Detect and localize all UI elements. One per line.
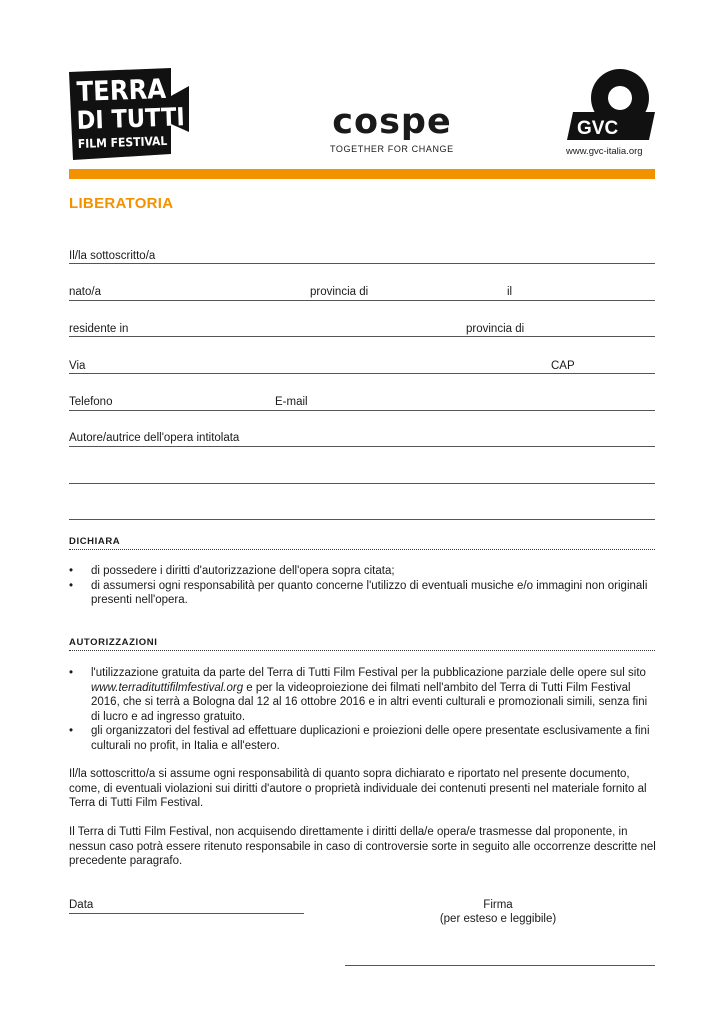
dichiara-divider (69, 549, 655, 550)
logo-line3: FILM FESTIVAL (77, 133, 168, 151)
festival-website: www.terradituttifilmfestival.org (91, 681, 244, 694)
autore-label: Autore/autrice dell'opera intitolata (69, 432, 240, 444)
provincia-residenza-label: provincia di (466, 323, 525, 335)
sottoscritto-label: Il/la sottoscritto/a (69, 250, 156, 262)
firma-field[interactable] (345, 965, 655, 966)
autorizzazioni-list (69, 666, 659, 753)
titolo-field-3[interactable] (69, 519, 655, 520)
residente-label: residente in (69, 323, 129, 335)
sottoscritto-field[interactable] (69, 263, 655, 264)
cospe-tagline: TOGETHER FOR CHANGE (330, 144, 454, 154)
cap-label: CAP (551, 360, 575, 372)
titolo-field-2[interactable] (69, 483, 655, 484)
list-item (69, 666, 659, 724)
gvc-logo (565, 68, 657, 158)
data-nascita-label: il (507, 286, 513, 298)
autorizzazioni-divider (69, 650, 655, 651)
autorizzazioni-heading: AUTORIZZAZIONI (69, 637, 158, 648)
cospe-wordmark: cospe (332, 102, 452, 142)
firma-note: (per esteso e leggibile) (439, 913, 557, 925)
list-item: • di possedere i diritti d'autorizzazione dell'opera sopra citata; (69, 564, 659, 579)
via-label: Via (69, 360, 86, 372)
gvc-url: www.gvc-italia.org (566, 146, 643, 157)
via-field[interactable] (69, 373, 655, 374)
auth-item1-before: l'utilizzazione gratuita da parte del Terra di Tutti Film Festival per la pubblicazione parziale delle opere sul sito (91, 667, 646, 679)
auth-item1-after: e per la videoproiezione dei filmati nell'ambito del Terra di Tutti Film Festival 2016, che si terrà a Bologna dal 12 al 16 ottobre 2016 e in altri eventi culturali e promozionali simili, senza fini di lucro e ad ingresso gratuito. (91, 681, 648, 723)
page-title: LIBERATORIA (69, 195, 174, 212)
cospe-logo (330, 104, 454, 160)
gvc-logo-mark (565, 68, 657, 146)
list-item: • gli organizzatori del festival ad effettuare duplicazioni e proiezioni delle opere presentate esclusivamente a fini culturali no profit, in Italia e all'estero. (69, 724, 659, 753)
dichiara-list (69, 564, 659, 608)
logo-line1: TERRA (76, 73, 167, 108)
terra-di-tutti-logo-mark (67, 66, 191, 162)
titolo-field-1[interactable] (69, 446, 655, 447)
nato-label: nato/a (69, 286, 101, 298)
contatti-field[interactable] (69, 410, 655, 411)
terra-di-tutti-logo (67, 66, 191, 162)
gvc-text: GVC (577, 118, 619, 139)
residenza-field[interactable] (69, 336, 655, 337)
responsabilita-paragraph: Il/la sottoscritto/a si assume ogni responsabilità di quanto sopra dichiarato e riportato nel presente documento, come, di eventuali violazioni sui diritti d'autore o proprietà individuale dei contenuti presenti nel materiale fornito al Terra di Tutti Film Festival. (69, 768, 647, 809)
email-label: E-mail (275, 396, 308, 408)
provincia-nascita-label: provincia di (310, 286, 369, 298)
list-item: • di assumersi ogni responsabilità per quanto concerne l'utilizzo di eventuali musiche e/o immagini non originali presenti nell'opera. (69, 579, 659, 608)
nascita-field[interactable] (69, 300, 655, 301)
data-label: Data (69, 899, 94, 911)
data-field[interactable] (69, 913, 304, 914)
firma-label: Firma (483, 899, 513, 911)
logo-line2: DI TUTTI (76, 102, 186, 135)
dichiara-heading: DICHIARA (69, 536, 121, 547)
esclusione-paragraph: Il Terra di Tutti Film Festival, non acquisendo direttamente i diritti della/e opera/e trasmesse dal proponente, in nessun caso potrà essere ritenuto responsabile in caso di controversie sorte in seguito alle occorrenze descritte nel precedente paragrafo. (69, 826, 656, 867)
orange-divider (69, 169, 655, 179)
telefono-label: Telefono (69, 396, 113, 408)
